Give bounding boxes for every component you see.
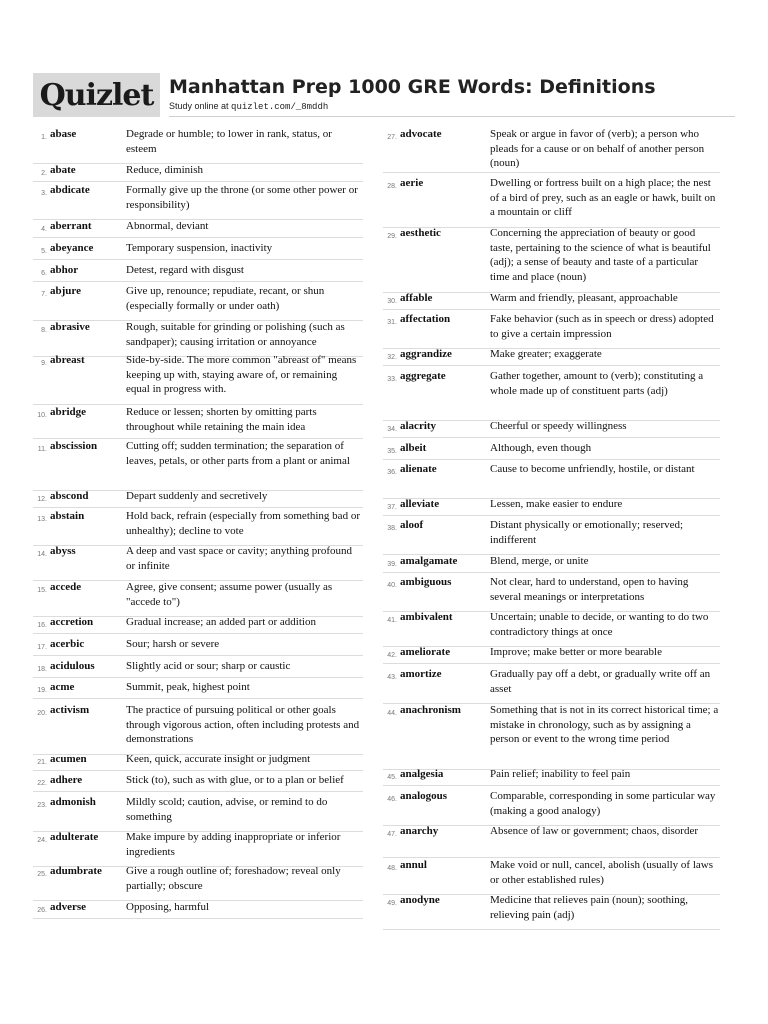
entry-definition: Keen, quick, accurate insight or judgment	[126, 753, 311, 765]
page-header	[33, 73, 735, 117]
entry-number: 25.	[37, 871, 47, 878]
entry-number: 34.	[387, 426, 397, 433]
entry-number: 8.	[41, 327, 47, 334]
entry-definition: Gradual increase; an added part or addition	[126, 616, 316, 628]
glossary-entry	[33, 320, 363, 357]
entry-term: acme	[50, 681, 75, 693]
entry-number: 29.	[387, 233, 397, 240]
entry-term: adhere	[50, 774, 83, 786]
entry-definition: Distant physically or emotionally; reserved; indifferent	[490, 519, 684, 546]
glossary-entry	[33, 637, 363, 656]
entry-number: 18.	[37, 666, 47, 673]
glossary-entry	[383, 176, 720, 228]
entry-term: aloof	[400, 519, 424, 531]
entry-definition: Depart suddenly and secretively	[126, 490, 268, 502]
entry-number: 33.	[387, 376, 397, 383]
entry-definition: A deep and vast space or cavity; anything profound or infinite	[126, 545, 353, 572]
glossary-entry	[33, 353, 363, 405]
entry-term: abstain	[50, 510, 85, 522]
entry-definition: Comparable, corresponding in some particular way (making a good analogy)	[490, 790, 716, 817]
entry-number: 45.	[387, 774, 397, 781]
entry-term: affable	[400, 292, 433, 304]
entry-number: 46.	[387, 796, 397, 803]
entry-number: 47.	[387, 831, 397, 838]
entry-term: anodyne	[400, 894, 440, 906]
glossary-entry	[33, 580, 363, 617]
entry-term: abridge	[50, 406, 87, 418]
entry-number: 37.	[387, 504, 397, 511]
entry-term: alleviate	[400, 498, 440, 510]
glossary-entry	[383, 893, 720, 930]
glossary-entry	[33, 659, 363, 678]
entry-number: 26.	[37, 907, 47, 914]
entry-term: amalgamate	[400, 555, 458, 567]
entry-definition: Give a rough outline of; foreshadow; reveal only partially; obscure	[126, 865, 341, 892]
entry-definition: Summit, peak, highest point	[126, 681, 250, 693]
entry-number: 39.	[387, 561, 397, 568]
entry-definition: Side-by-side. The more common "abreast of" means keeping up with, staying aware of, or remaining equal in progress with.	[126, 354, 357, 396]
entry-number: 19.	[37, 687, 47, 694]
header-divider	[169, 116, 735, 117]
entry-definition: Abnormal, deviant	[126, 220, 209, 232]
glossary-entry	[33, 284, 363, 321]
entry-number: 2.	[41, 170, 47, 177]
entry-term: abate	[50, 164, 76, 176]
entry-definition: Slightly acid or sour; sharp or caustic	[126, 660, 291, 672]
entry-number: 44.	[387, 710, 397, 717]
glossary-entry	[33, 405, 363, 439]
entry-term: ambivalent	[400, 611, 453, 623]
entry-term: acerbic	[50, 638, 85, 650]
glossary-entry	[33, 489, 363, 508]
entry-number: 9.	[41, 360, 47, 367]
entry-definition: Reduce or lessen; shorten by omitting parts throughout while retaining the main idea	[126, 406, 317, 433]
entry-number: 6.	[41, 270, 47, 277]
entry-definition: Mildly scold; caution, advise, or remind to do something	[126, 796, 328, 823]
entry-term: activism	[50, 704, 90, 716]
entry-term: adumbrate	[50, 865, 102, 877]
glossary-entry	[383, 610, 720, 647]
entry-number: 4.	[41, 226, 47, 233]
entry-term: abscond	[50, 490, 89, 502]
entry-term: annul	[400, 859, 427, 871]
entry-definition: Cheerful or speedy willingness	[490, 420, 627, 432]
entry-definition: Sour; harsh or severe	[126, 638, 220, 650]
entry-definition: Medicine that relieves pain (noun); soothing, relieving pain (adj)	[490, 894, 688, 921]
entry-term: aggregate	[400, 370, 446, 382]
entry-definition: Blend, merge, or unite	[490, 555, 589, 567]
entry-definition: Warm and friendly, pleasant, approachable	[490, 292, 678, 304]
glossary-entry	[383, 226, 720, 293]
entry-definition: Hold back, refrain (especially from something bad or unhealthy); decline to vote	[126, 510, 360, 537]
study-online-line	[169, 101, 328, 112]
entry-number: 3.	[41, 190, 47, 197]
entry-definition: Gradually pay off a debt, or gradually write off an asset	[490, 668, 711, 695]
entry-term: aesthetic	[400, 227, 441, 239]
entry-definition: Cause to become unfriendly, hostile, or distant	[490, 463, 695, 475]
entry-term: accretion	[50, 616, 94, 628]
entry-term: abrasive	[50, 321, 90, 333]
study-url-link[interactable]: quizlet.com/_8mddh	[231, 102, 329, 112]
entry-number: 38.	[387, 525, 397, 532]
entry-number: 31.	[387, 319, 397, 326]
entry-number: 14.	[37, 551, 47, 558]
entry-number: 32.	[387, 354, 397, 361]
entry-term: anachronism	[400, 704, 461, 716]
glossary-entry	[383, 441, 720, 460]
entry-definition: Lessen, make easier to endure	[490, 498, 623, 510]
entry-number: 13.	[37, 516, 47, 523]
glossary-entry	[33, 509, 363, 546]
entry-definition: Make void or null, cancel, abolish (usually of laws or other established rules)	[490, 859, 714, 886]
entry-term: aggrandize	[400, 348, 452, 360]
entry-term: abase	[50, 128, 77, 140]
glossary-entry	[33, 263, 363, 282]
entry-term: adverse	[50, 901, 87, 913]
entry-definition: Absence of law or government; chaos, disorder	[490, 825, 699, 837]
entry-term: albeit	[400, 442, 427, 454]
glossary-entry	[383, 369, 720, 421]
entry-term: ambiguous	[400, 576, 452, 588]
entry-definition: Not clear, hard to understand, open to having several meanings or interpretations	[490, 576, 689, 603]
entry-definition: Although, even though	[490, 442, 592, 454]
entry-term: analogous	[400, 790, 448, 802]
entry-number: 22.	[37, 780, 47, 787]
entry-definition: Degrade or humble; to lower in rank, status, or esteem	[126, 128, 332, 155]
entry-number: 24.	[37, 837, 47, 844]
glossary-entry	[33, 241, 363, 260]
entry-term: acumen	[50, 753, 87, 765]
glossary-entry	[33, 544, 363, 581]
glossary-entry	[33, 183, 363, 220]
entry-definition: Opposing, harmful	[126, 901, 210, 913]
glossary-entry	[383, 347, 720, 366]
entry-definition: Gather together, amount to (verb); constituting a whole made up of constituent parts (adj)	[490, 370, 704, 397]
entry-term: abyss	[50, 545, 76, 557]
entry-term: anarchy	[400, 825, 439, 837]
glossary-entry	[33, 615, 363, 634]
entry-definition: Stick (to), such as with glue, or to a plan or belief	[126, 774, 344, 786]
entry-term: accede	[50, 581, 82, 593]
entry-term: amortize	[400, 668, 442, 680]
glossary-entry	[33, 439, 363, 491]
glossary-entry	[33, 219, 363, 238]
entry-number: 21.	[37, 759, 47, 766]
entry-term: adulterate	[50, 831, 99, 843]
entry-number: 5.	[41, 248, 47, 255]
glossary-entry	[33, 127, 363, 164]
entry-definition: Give up, renounce; repudiate, recant, or shun (especially formally or under oath)	[126, 285, 325, 312]
entry-definition: Rough, suitable for grinding or polishing (such as sandpaper); causing irritation or annoyance	[126, 321, 345, 348]
glossary-entry	[383, 575, 720, 612]
entry-number: 42.	[387, 652, 397, 659]
glossary-entry	[383, 312, 720, 349]
entry-term: analgesia	[400, 768, 444, 780]
glossary-entry	[383, 554, 720, 573]
entry-term: aerie	[400, 177, 424, 189]
glossary-entry	[383, 518, 720, 555]
glossary-entry	[383, 497, 720, 516]
entry-number: 43.	[387, 674, 397, 681]
glossary-entry	[383, 291, 720, 310]
glossary-entry	[383, 703, 720, 770]
entry-definition: Pain relief; inability to feel pain	[490, 768, 631, 780]
entry-definition: Reduce, diminish	[126, 164, 203, 176]
entry-term: abreast	[50, 354, 85, 366]
glossary-entry	[383, 127, 720, 173]
entry-term: affectation	[400, 313, 451, 325]
glossary-entry	[33, 900, 363, 919]
glossary-entry	[33, 163, 363, 182]
glossary-entry	[383, 767, 720, 786]
entry-number: 36.	[387, 469, 397, 476]
glossary-entry	[383, 858, 720, 895]
entry-number: 49.	[387, 900, 397, 907]
entry-term: acidulous	[50, 660, 95, 672]
entry-number: 16.	[37, 622, 47, 629]
entry-term: abeyance	[50, 242, 94, 254]
entry-number: 11.	[37, 446, 47, 453]
entry-definition: Formally give up the throne (or some other power or responsibility)	[126, 184, 358, 211]
entry-definition: Fake behavior (such as in speech or dress) adopted to give a certain impression	[490, 313, 714, 340]
entry-number: 28.	[387, 183, 397, 190]
entry-term: abscission	[50, 440, 98, 452]
entry-term: alienate	[400, 463, 437, 475]
entry-number: 17.	[37, 644, 47, 651]
glossary-entry	[383, 667, 720, 704]
entry-number: 1.	[41, 134, 47, 141]
entry-number: 27.	[387, 134, 397, 141]
glossary-entry	[33, 864, 363, 901]
glossary-entry	[383, 462, 720, 499]
entry-definition: Detest, regard with disgust	[126, 264, 244, 276]
entry-definition: Dwelling or fortress built on a high place; the nest of a bird of prey, such as an eagle or hawk, built on a mountain or cliff	[490, 177, 716, 219]
entry-definition: Something that is not in its correct historical time; a mistake in chronology, such as by assigning a person or event to the wrong time period	[490, 704, 719, 746]
entry-number: 20.	[37, 710, 47, 717]
glossary-entry	[383, 789, 720, 826]
entry-number: 48.	[387, 865, 397, 872]
entry-definition: Agree, give consent; assume power (usually as "accede to")	[126, 581, 333, 608]
entry-term: admonish	[50, 796, 96, 808]
entry-definition: Temporary suspension, inactivity	[126, 242, 273, 254]
glossary-entry	[33, 703, 363, 755]
entry-number: 30.	[387, 298, 397, 305]
entry-number: 35.	[387, 448, 397, 455]
study-online-label: Study online at	[169, 101, 232, 111]
entry-number: 12.	[37, 496, 47, 503]
entry-term: alacrity	[400, 420, 437, 432]
entry-definition: Make impure by adding inappropriate or inferior ingredients	[126, 831, 341, 858]
glossary-entry	[33, 752, 363, 771]
entry-term: advocate	[400, 128, 442, 140]
entry-term: abhor	[50, 264, 79, 276]
entry-definition: Cutting off; sudden termination; the separation of leaves, petals, or other parts from a plant or animal	[126, 440, 350, 467]
entry-number: 23.	[37, 802, 47, 809]
entry-number: 7.	[41, 291, 47, 298]
entry-number: 41.	[387, 617, 397, 624]
glossary-entry	[33, 830, 363, 867]
entry-definition: Make greater; exaggerate	[490, 348, 602, 360]
entry-term: ameliorate	[400, 646, 451, 658]
glossary-entry	[33, 680, 363, 699]
entry-definition: Concerning the appreciation of beauty or good taste, pertaining to the science of what is beautiful (adj); a sense of beauty and taste of a particular time and place (noun)	[490, 227, 711, 283]
entry-term: aberrant	[50, 220, 92, 232]
entry-definition: The practice of pursuing political or other goals through vigorous action, often including protests and demonstrations	[126, 704, 360, 746]
glossary-entry	[383, 645, 720, 664]
entry-term: abdicate	[50, 184, 90, 196]
document-title: Manhattan Prep 1000 GRE Words: Definitions	[169, 76, 656, 98]
glossary-entry	[383, 419, 720, 438]
glossary-entry	[33, 773, 363, 792]
glossary-entry	[383, 824, 720, 858]
entry-number: 40.	[387, 582, 397, 589]
quizlet-logo: Quizlet	[33, 73, 160, 117]
entry-term: abjure	[50, 285, 81, 297]
entry-definition: Speak or argue in favor of (verb); a person who pleads for a cause or on behalf of another person (noun)	[490, 128, 705, 170]
entry-definition: Uncertain; unable to decide, or wanting to do two contradictory things at once	[490, 611, 709, 638]
glossary-entry	[33, 795, 363, 832]
entry-number: 15.	[37, 587, 47, 594]
entry-definition: Improve; make better or more bearable	[490, 646, 662, 658]
entry-number: 10.	[37, 412, 47, 419]
